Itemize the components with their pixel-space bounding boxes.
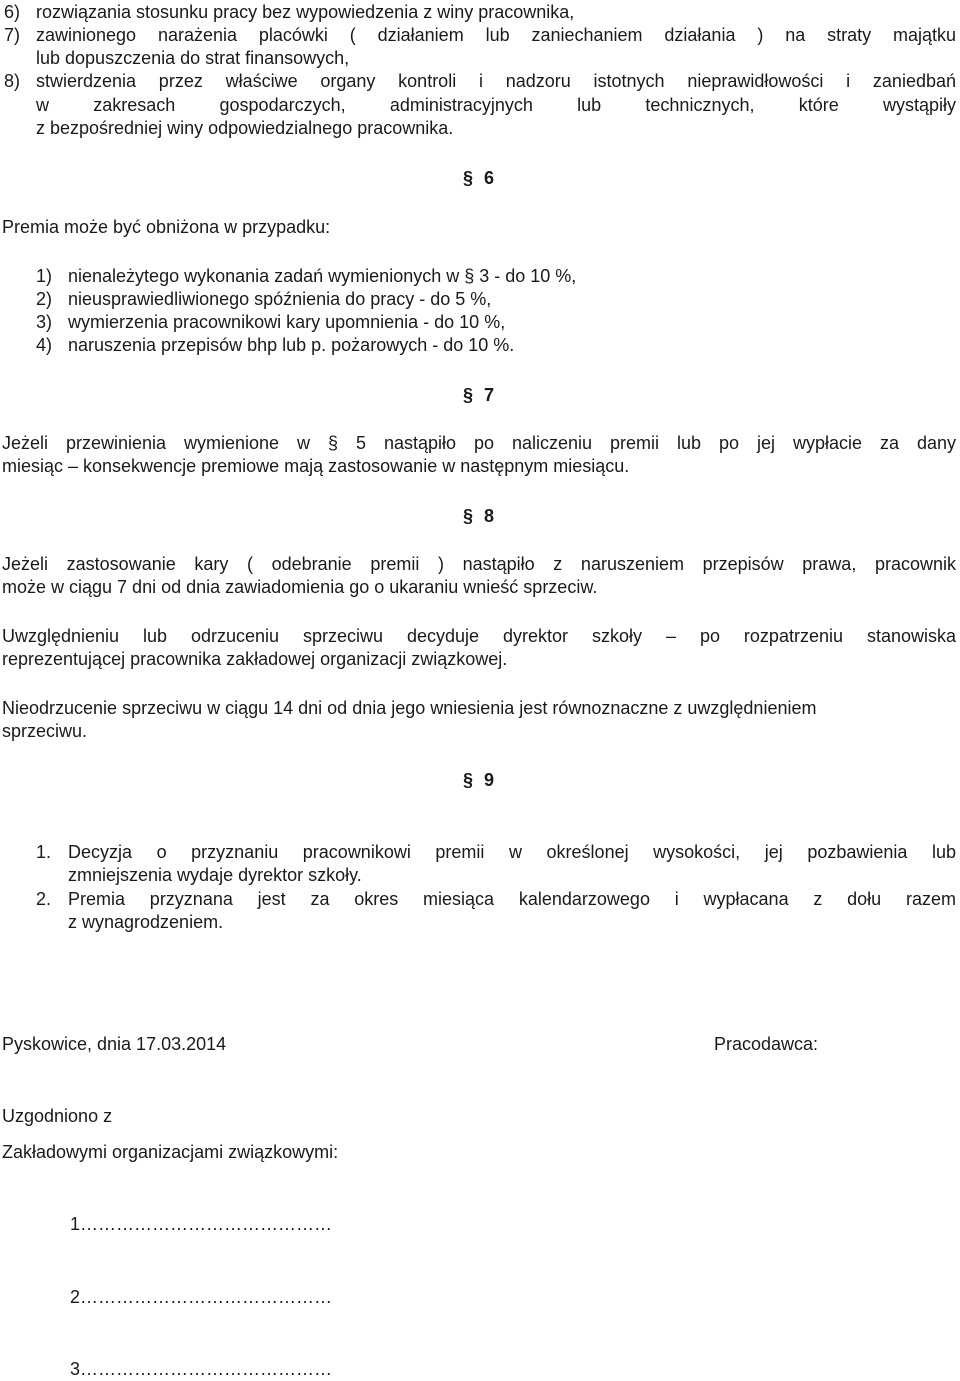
section-symbol-9: § (463, 770, 474, 790)
list-a-item-8-line-3: z bezpośredniej winy odpowiedzialnego pracownika. (36, 118, 454, 138)
section-number-7: 7 (484, 385, 495, 405)
s9-item-2-number: 2. (36, 889, 52, 909)
s6-item-2-text: nieusprawiedliwionego spóźnienia do pracy - do 5 %, (68, 289, 492, 309)
s6-item-4-text: naruszenia przepisów bhp lub p. pożarowych - do 10 %. (68, 335, 515, 355)
s6-item-3-number: 3) (36, 312, 53, 332)
signature-line-2: 2…………………………………… (70, 1287, 333, 1307)
unions-label: Zakładowymi organizacjami związkowymi: (2, 1142, 339, 1162)
section-8-heading (463, 505, 494, 528)
s6-item-1-number: 1) (36, 266, 53, 286)
s6-item-4-number: 4) (36, 335, 53, 355)
s6-item-3-text: wymierzenia pracownikowi kary upomnienia - do 10 %, (68, 312, 506, 332)
section-7-heading (463, 384, 494, 407)
section-8-p3-line-1: Nieodrzucenie sprzeciwu w ciągu 14 dni od dnia jego wniesienia jest równoznaczne z uwzględnieniem (2, 698, 817, 718)
section-8-p1-line-2: może w ciągu 7 dni od dnia zawiadomienia go o ukaraniu wnieść sprzeciw. (2, 577, 598, 597)
section-7-line-2: miesiąc – konsekwencje premiowe mają zastosowanie w następnym miesiącu. (2, 456, 630, 476)
signature-line-3: 3…………………………………… (70, 1359, 333, 1379)
list-a-item-8-line-2: w zakresach gospodarczych, administracyjnych lub technicznych, które wystąpiły (36, 95, 956, 115)
s6-item-2-number: 2) (36, 289, 53, 309)
place-and-date: Pyskowice, dnia 17.03.2014 (2, 1034, 227, 1054)
list-a-item-6-line-1: rozwiązania stosunku pracy bez wypowiedzenia z winy pracownika, (36, 2, 575, 22)
section-6-heading (463, 167, 494, 190)
section-symbol-7: § (463, 385, 474, 405)
s9-item-1-line-1: Decyzja o przyznaniu pracownikowi premii w określonej wysokości, jej pozbawienia lub (68, 842, 956, 862)
section-number-6: 6 (484, 168, 495, 188)
s9-item-1-line-2: zmniejszenia wydaje dyrektor szkoły. (68, 865, 362, 885)
section-8-p2-line-1: Uwzględnieniu lub odrzuceniu sprzeciwu decyduje dyrektor szkoły – po rozpatrzeniu stanowiska (2, 626, 956, 646)
section-7-line-1: Jeżeli przewinienia wymienione w § 5 nastąpiło po naliczeniu premii lub po jej wypłacie za dany (2, 433, 956, 453)
section-number-9: 9 (484, 770, 495, 790)
employer-label: Pracodawca: (714, 1034, 819, 1054)
section-symbol-8: § (463, 506, 474, 526)
section-8-p1-line-1: Jeżeli zastosowanie kary ( odebranie premii ) nastąpiło z naruszeniem przepisów prawa, pracownik (2, 554, 956, 574)
list-a-item-8-line-1: stwierdzenia przez właściwe organy kontroli i nadzoru istotnych nieprawidłowości i zaniedbań (36, 71, 956, 91)
section-number-8: 8 (484, 506, 495, 526)
signature-line-1: 1…………………………………… (70, 1214, 333, 1234)
s9-item-1-number: 1. (36, 842, 52, 862)
section-9-heading (463, 769, 494, 792)
s9-item-2-line-2: z wynagrodzeniem. (68, 912, 224, 932)
section-symbol-6: § (463, 168, 474, 188)
list-a-item-7-line-2: lub dopuszczenia do strat finansowych, (36, 48, 350, 68)
s6-item-1-text: nienależytego wykonania zadań wymienionych w § 3 - do 10 %, (68, 266, 577, 286)
list-a-item-7-line-1: zawinionego narażenia placówki ( działaniem lub zaniechaniem działania ) na straty majątku (36, 25, 956, 45)
list-a-number-8: 8) (4, 71, 21, 91)
list-a-number-6: 6) (4, 2, 21, 22)
s9-item-2-line-1: Premia przyznana jest za okres miesiąca kalendarzowego i wypłacana z dołu razem (68, 889, 956, 909)
agreed-with-label: Uzgodniono z (2, 1106, 113, 1126)
list-a-number-7: 7) (4, 25, 21, 45)
section-8-p3-line-2: sprzeciwu. (2, 721, 88, 741)
section-6-intro: Premia może być obniżona w przypadku: (2, 217, 331, 237)
section-8-p2-line-2: reprezentującej pracownika zakładowej organizacji związkowej. (2, 649, 508, 669)
